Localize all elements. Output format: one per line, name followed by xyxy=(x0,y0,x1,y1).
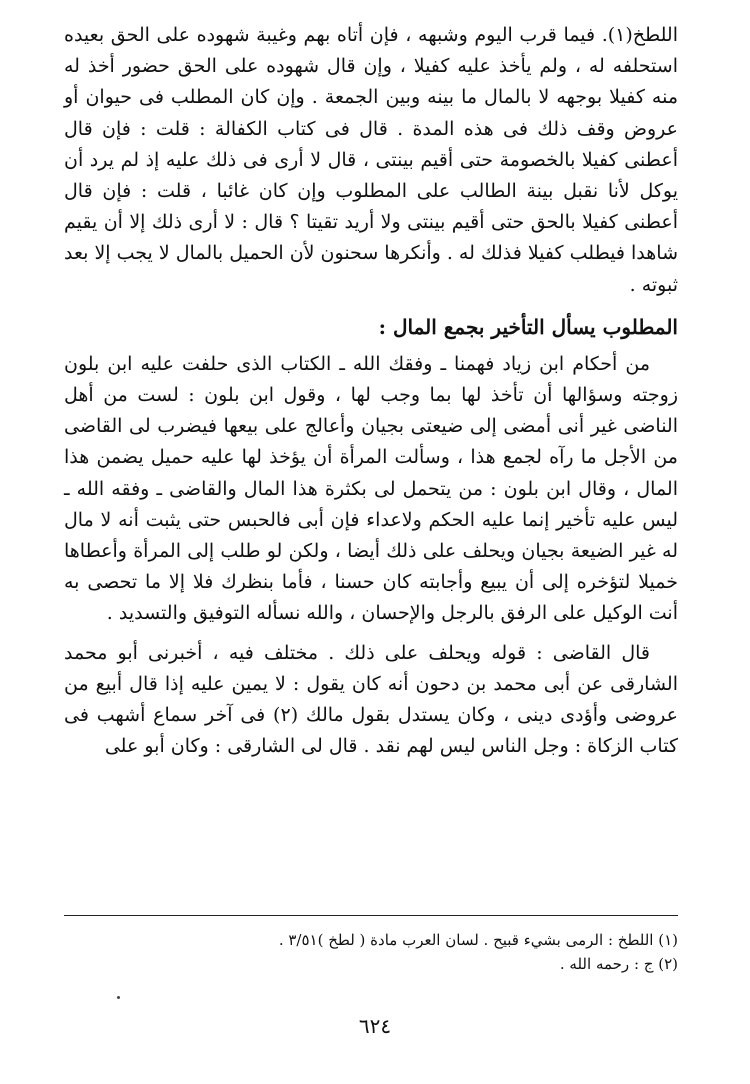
page-body xyxy=(64,20,678,762)
footnote-2: (٢) ج : رحمه الله . xyxy=(559,955,678,973)
page-number: ٦٢٤ xyxy=(358,1014,392,1038)
section-heading: المطلوب يسأل التأخير بجمع المال : xyxy=(378,314,678,339)
footnote-1: (١) اللطخ : الرمى بشيء قبيح . لسان العرب مادة ( لطخ )٣/٥١ . xyxy=(278,931,678,949)
footnote-divider xyxy=(64,915,678,916)
paragraph-2: من أحكام ابن زياد فهمنا ـ وفقك الله ـ الكتاب الذى حلفت عليه ابن بلون زوجته وسؤالها أن تأخذ لها بما وجب لها ، وقول ابن بلون : لست من أهل الناضى غير أنى أمضى إلى ضيعتى بجيان وأعالج على بيعها فيضرب لى القاضى من الأجل ما رآه لجمع هذا ، وسألت المرأة أن يؤخذ لها عليه حميل يضمن هذا المال ، وقال ابن بلون : من يتحمل لى بكثرة هذا المال والقاضى ـ وفقه الله ـ ليس عليه تأخير إنما عليه الحكم ولاعداء فإن أبى فالحبس حتى يثبت أنه لا مال له غير الضيعة بجيان ويحلف على ذلك أيضا ، ولكن لو طلب إلى المرأة وأعطاها خميلا لتؤخره إلى أن يبيع وأجابته كان حسنا ، فأما بنظرك فلا إلا ما تحصى به أنت الوكيل على الرفق بالرجل والإحسان ، والله نسأله التوفيق والتسديد . xyxy=(64,352,679,625)
stray-dot xyxy=(117,996,120,999)
paragraph-1: اللطخ(١). فيما قرب اليوم وشبهه ، فإن أتاه بهم وغيبة شهوده على الحق بعيده استحلفه له ، ولم يأخذ عليه كفيلا ، وإن قال شهوده على الحق حضور أخذ له منه كفيلا بوجهه لا بالمال ما بينه وبين الجمعة . وإن كان المطلب فى حيوان أو عروض وقف ذلك فى هذه المدة . قال فى كتاب الكفالة : قلت : فإن قال أعطنى كفيلا بالخصومة حتى أقيم بينتى ، قال لا أرى فى ذلك عليه إذ لم يرد أن يوكل لأنا نقبل بينة الطالب على المطلوب وإن كان غائبا ، قلت : فإن قال أعطنى كفيلا بالحق حتى أقيم بينتى ولا أريد تقيتا ؟ قال : لا أرى ذلك إلا أن يقيم شاهدا فيطلب كفيلا فذلك له . وأنكرها سحنون لأن الحميل بالمال لا يجب إلا بعد ثبوته . xyxy=(64,24,678,296)
paragraph-3: قال القاضى : قوله ويحلف على ذلك . مختلف فيه ، أخبرنى أبو محمد الشارقى عن أبى محمد بن دحون أنه كان يقول : لا يمين عليه إذا قال أبيع من عروضى وأؤدى دينى ، وكان يستدل بقول مالك (٢) فى آخر سماع أشهب فى كتاب الزكاة : وجل الناس ليس لهم نقد . قال لى الشارقى : وكان أبو على xyxy=(64,641,679,758)
footnotes xyxy=(78,928,678,976)
